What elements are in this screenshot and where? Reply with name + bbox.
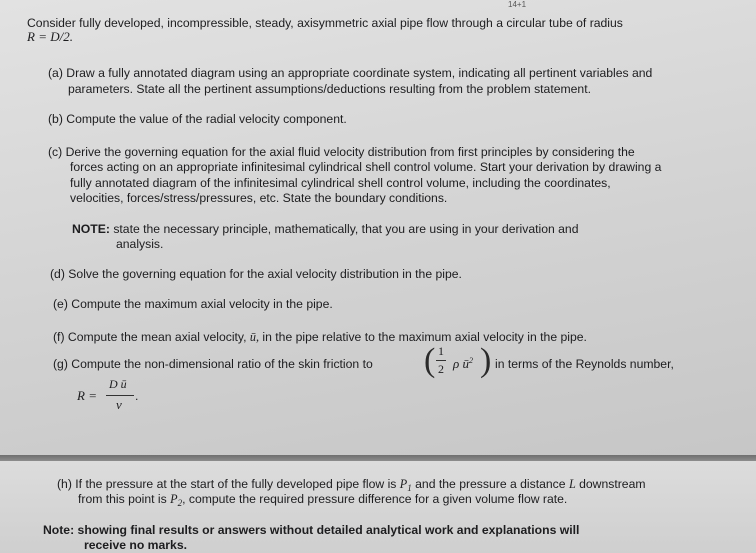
pressure-p2 [170, 492, 182, 506]
part-h-line-2 [78, 492, 567, 510]
part-h-text-1c: downstream [579, 477, 646, 491]
part-h-text-2b: , compute the required pressure difference for a given volume flow rate. [182, 492, 568, 506]
pressure-p1 [400, 477, 412, 491]
reynolds-denominator: ν [116, 397, 122, 412]
part-f-suffix: in the pipe relative to the maximum axial velocity in the pipe. [262, 330, 587, 344]
part-a-line-1: (a) Draw a fully annotated diagram using an appropriate coordinate system, indicating all pertinent variables and [48, 66, 653, 80]
part-d-line-1: (d) Solve the governing equation for the axial velocity distribution in the pipe. [50, 267, 462, 281]
part-c-line-1: (c) Derive the governing equation for the axial fluid velocity distribution from first principles by considering the [48, 145, 635, 159]
left-paren: ( [424, 342, 436, 379]
part-b-line-1: (b) Compute the value of the radial velocity component. [48, 112, 347, 126]
half-denominator: 2 [438, 362, 444, 376]
intro-line-2: R = D/2. [27, 29, 73, 44]
part-g-suffix: in terms of the Reynolds number, [495, 357, 674, 371]
part-c-line-4: velocities, forces/stress/pressures, etc. State the boundary conditions. [70, 191, 448, 205]
half-numerator: 1 [438, 344, 444, 358]
reynolds-numerator: D ū [109, 377, 127, 391]
reynolds-lhs: R = [77, 388, 97, 403]
part-g-prefix: (g) Compute the non-dimensional ratio of the skin friction to [53, 357, 373, 371]
intro-line-1: Consider fully developed, incompressible, steady, axisymmetric axial pipe flow through a circular tube of radius [27, 16, 623, 30]
reynolds-period: . [135, 389, 139, 403]
part-h-text-1a: (h) If the pressure at the start of the fully developed pipe flow is [57, 477, 397, 491]
expr-superscript: 2 [469, 356, 473, 365]
note-text-1: state the necessary principle, mathematically, that you are using in your derivation and [113, 222, 579, 236]
part-h-text-1b: and the pressure a distance [415, 477, 566, 491]
part-f-line-1 [53, 330, 587, 344]
half-fraction-bar [436, 360, 446, 361]
reynolds-fraction-bar [106, 395, 134, 396]
part-e-line-1: (e) Compute the maximum axial velocity in the pipe. [53, 297, 333, 311]
part-c-line-2: forces acting on an appropriate infinitesimal cylindrical shell control volume. Start your derivation by drawing a [70, 160, 662, 174]
distance-L: L [568, 477, 576, 491]
final-note-text-1: showing final results or answers without detailed analytical work and explanations will [77, 523, 580, 537]
rho-u-text: ρ ū [453, 356, 469, 371]
right-paren: ) [480, 342, 492, 379]
p1-symbol: P [399, 477, 408, 491]
p2-subscript: 2 [177, 498, 183, 508]
final-note-label: Note: [43, 523, 75, 537]
note-line-2: analysis. [116, 237, 164, 251]
part-h-text-2a: from this point is [78, 492, 167, 506]
part-f-prefix: (f) Compute the mean axial velocity, [53, 330, 247, 344]
note-label: NOTE: [72, 222, 110, 236]
dynamic-pressure-expr [453, 354, 473, 371]
part-c-line-3: fully annotated diagram of the infinitesimal cylindrical shell control volume, including the coordinates, [70, 176, 611, 190]
p2-symbol: P [170, 492, 178, 506]
part-a-line-2: parameters. State all the pertinent assumptions/deductions resulting from the problem statement. [68, 82, 591, 96]
final-note-line-2: receive no marks. [84, 538, 187, 552]
note-line-1 [72, 222, 579, 236]
top-mark: 14+1 [508, 0, 527, 9]
mean-velocity-symbol: ū, [249, 330, 260, 344]
p1-subscript: 1 [407, 483, 412, 493]
final-note-line-1 [43, 523, 579, 537]
